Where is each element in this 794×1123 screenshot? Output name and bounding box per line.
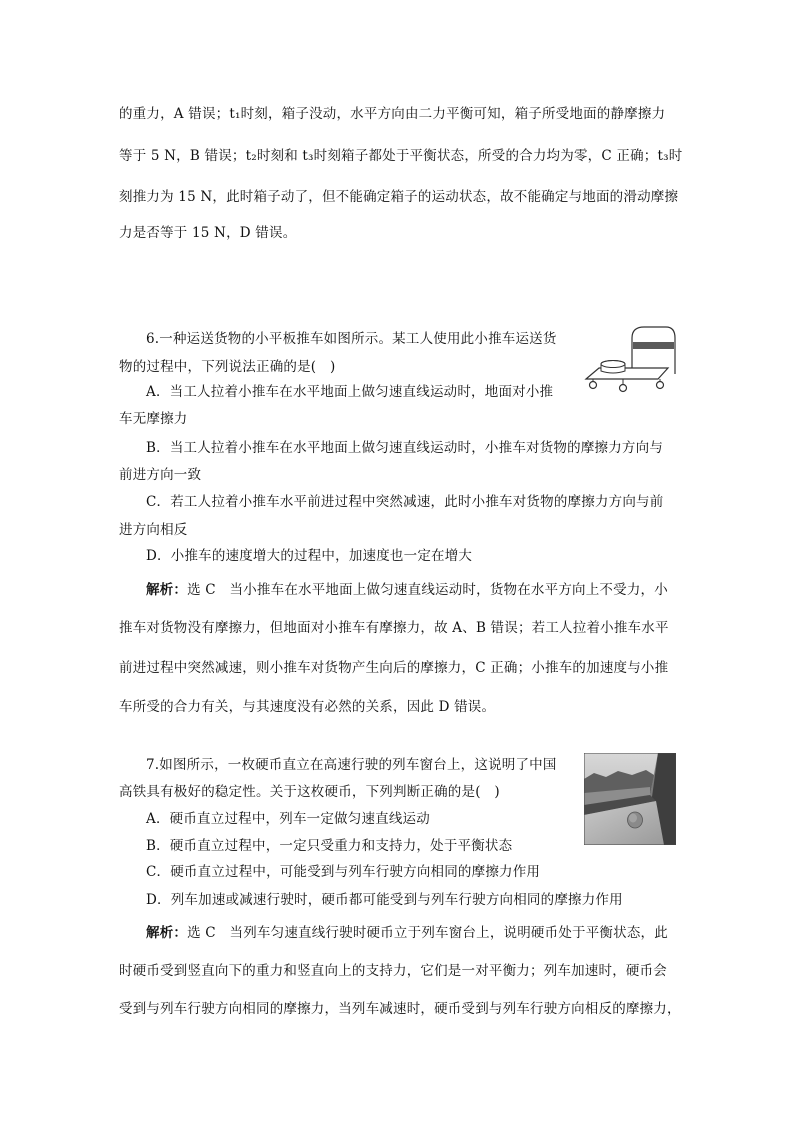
question-6-stem: 物的过程中，下列说法正确的是( ) xyxy=(119,359,336,375)
cart-handle xyxy=(632,327,675,374)
paragraph-line: 等于 5 N，B 错误；t₂时刻和 t₃时刻箱子都处于平衡状态，所受的合力均为零，C 正确；t₃时 xyxy=(119,148,683,164)
wheel xyxy=(657,382,664,389)
option-c: 进方向相反 xyxy=(119,522,188,538)
answer-7 xyxy=(146,921,668,941)
option-d: D．小推车的速度增大的过程中，加速度也一定在增大 xyxy=(146,548,473,564)
train-window-photo xyxy=(584,753,676,845)
option-d: D．列车加速或减速行驶时，硬币都可能受到与列车行驶方向相同的摩擦力作用 xyxy=(146,892,623,908)
answer-6-line: 车所受的合力有关，与其速度没有必然的关系，因此 D 错误。 xyxy=(119,699,496,715)
option-c: C．硬币直立过程中，可能受到与列车行驶方向相同的摩擦力作用 xyxy=(146,864,541,880)
answer-6-line: 前进过程中突然减速，则小推车对货物产生向后的摩擦力，C 正确；小推车的加速度与小推 xyxy=(119,660,669,676)
answer-label: 解析： xyxy=(146,925,188,941)
paragraph-line: 力是否等于 15 N，D 错误。 xyxy=(119,225,297,241)
cart-figure xyxy=(582,322,677,394)
option-a: A．硬币直立过程中，列车一定做匀速直线运动 xyxy=(146,811,430,827)
handle-stripe xyxy=(633,342,674,349)
option-b: B．硬币直立过程中，一定只受重力和支持力，处于平衡状态 xyxy=(146,838,513,854)
question-7-stem: 高铁具有极好的稳定性。关于这枚硬币，下列判断正确的是( ) xyxy=(119,784,500,800)
wheel xyxy=(620,385,627,392)
answer-label: 解析： xyxy=(146,582,188,598)
option-a: A．当工人拉着小推车在水平地面上做匀速直线运动时，地面对小推 xyxy=(146,384,554,400)
answer-text: 选 C 当小推车在水平地面上做匀速直线运动时，货物在水平方向上不受力，小 xyxy=(187,582,668,598)
option-c: C．若工人拉着小推车水平前进过程中突然减速，此时小推车对货物的摩擦力方向与前 xyxy=(146,494,664,510)
answer-6 xyxy=(146,578,668,598)
answer-text: 选 C 当列车匀速直线行驶时硬币立于列车窗台上，说明硬币处于平衡状态，此 xyxy=(187,925,668,941)
wheel xyxy=(590,382,597,389)
paragraph-line: 的重力，A 错误；t₁时刻，箱子没动，水平方向由二力平衡可知，箱子所受地面的静摩擦力 xyxy=(119,106,666,122)
answer-7-line: 时硬币受到竖直向下的重力和竖直向上的支持力，它们是一对平衡力；列车加速时，硬币会 xyxy=(119,963,667,979)
option-b: B．当工人拉着小推车在水平地面上做匀速直线运动时，小推车对货物的摩擦力方向与 xyxy=(146,440,664,456)
question-7-stem: 7.如图所示，一枚硬币直立在高速行驶的列车窗台上，这说明了中国 xyxy=(146,757,557,773)
option-b: 前进方向一致 xyxy=(119,467,202,483)
answer-6-line: 推车对货物没有摩擦力，但地面对小推车有摩擦力，故 A、B 错误；若工人拉着小推车水平 xyxy=(119,620,669,636)
cart-platform xyxy=(586,368,668,379)
question-6-stem: 6.一种运送货物的小平板推车如图所示。某工人使用此小推车运送货 xyxy=(146,331,557,347)
answer-7-line: 受到与列车行驶方向相同的摩擦力，当列车减速时，硬币受到与列车行驶方向相反的摩擦力， xyxy=(119,1001,681,1017)
option-a: 车无摩擦力 xyxy=(119,411,188,427)
paragraph-line: 刻推力为 15 N，此时箱子动了，但不能确定箱子的运动状态，故不能确定与地面的滑动摩擦 xyxy=(119,189,679,205)
